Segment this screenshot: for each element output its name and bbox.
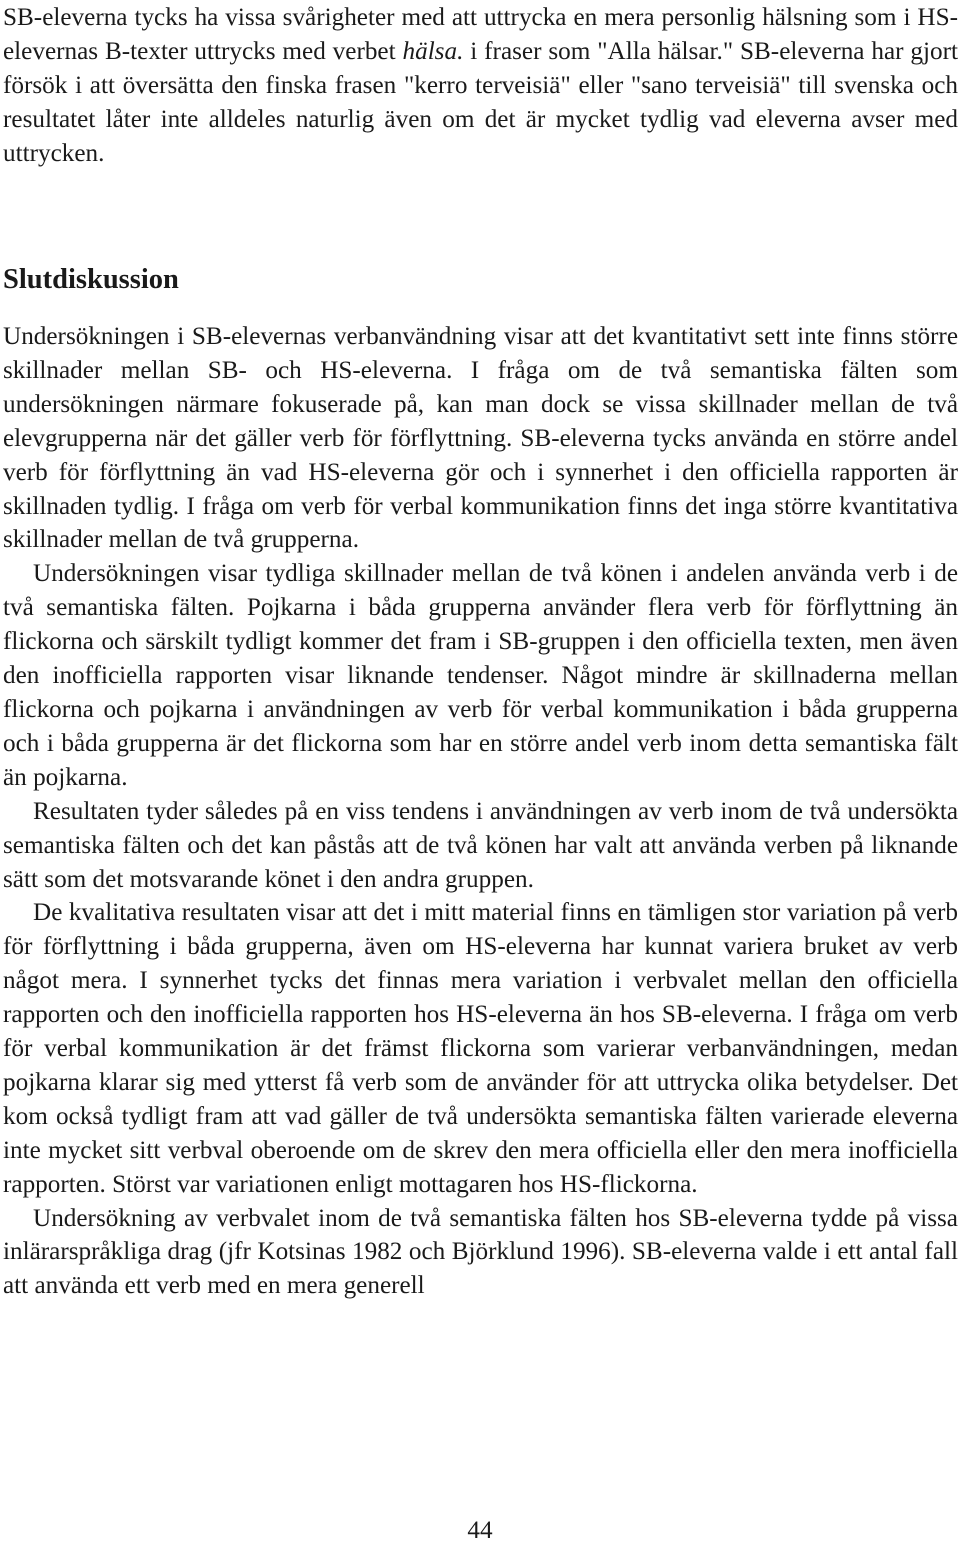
body-paragraph-1: Undersökningen i SB-elevernas verbanvändning visar att det kvantitativt sett inte finns större skillnader mellan SB- och HS-eleverna. I fråga om de två semantiska fälten som undersökningen närmare fokuserade på, kan man dock se vissa skillnader mellan de två elevgrupperna när det gäller verb för förflyttning. SB-eleverna tycks använda en större andel verb för förflyttning än vad HS-eleverna gör och i synnerhet i den officiella rapporten är skillnaden tydlig. I fråga om verb för verbal kommunikation finns det inga större kvantitativa skillnader mellan de två grupperna. <box>3 323 958 554</box>
body-paragraph-3: Resultaten tyder således på en viss tendens i användningen av verb inom de två undersökta semantiska fälten och det kan påstås att de två könen har valt att använda verben på liknande sätt som det motsvarande könet i den andra gruppen. <box>3 797 958 893</box>
intro-text-part2: i fraser som "Alla hälsar." SB-eleverna har gjort försök i att översätta den finska frasen "kerro terveisiä" eller "sano terveisiä" till svenska och resultatet låter inte alldeles naturlig även om det är mycket tydlig vad eleverna avser med uttrycken. <box>3 37 958 167</box>
body-paragraph-5: Undersökning av verbvalet inom de två semantiska fälten hos SB-eleverna tydde på vissa inlärarspråkliga drag (jfr Kotsinas 1982 och Björklund 1996). SB-eleverna valde i ett antal fall att använda ett verb med en mera generell <box>3 1204 958 1300</box>
discussion-body <box>3 320 958 1303</box>
intro-text-part1: SB-eleverna tycks ha vissa svårigheter med att uttrycka en mera personlig hälsning som i HS-elevernas B-texter uttrycks med verbet <box>3 4 958 65</box>
intro-italic-word: hälsa. <box>402 37 464 65</box>
page-number: 44 <box>467 1517 493 1544</box>
section-heading: Slutdiskussion <box>3 264 179 295</box>
intro-paragraph <box>3 1 958 171</box>
body-paragraph-2: Undersökningen visar tydliga skillnader mellan de två könen i andelen använda verb i de två semantiska fälten. Pojkarna i båda grupperna använder flera verb för förflyttning än flickorna och särskilt tydligt kommer det fram i SB-gruppen i den officiella texten, men även den inofficiella rapporten visar liknande tendenser. Något mindre är skillnaderna mellan flickorna och pojkarna i användningen av verb för verbal kommunikation i båda grupperna och i båda grupperna är det flickorna som har en större andel verb inom detta semantiska fält än pojkarna. <box>3 560 958 791</box>
intro-paragraph-block <box>3 1 958 171</box>
body-paragraph-4: De kvalitativa resultaten visar att det i mitt material finns en tämligen stor variation på verb för förflyttning i båda grupperna, även om HS-eleverna har kunnat variera bruket av verb något mera. I synnerhet tycks det finnas mera variation i verbvalet mellan den officiella rapporten och den inofficiella rapporten hos HS-eleverna än hos SB-eleverna. I fråga om verb för verbal kommunikation är det främst flickorna som varierar verbanvändningen, medan pojkarna klarar sig med ytterst få verb som de använder för att uttrycka olika betydelser. Det kom också tydligt fram att vad gäller de två undersökta semantiska fälten varierade eleverna inte mycket sitt verbval oberoende om de skrev den mera officiella eller den mera inofficiella rapporten. Störst var variationen enligt mottagaren hos HS-flickorna. <box>3 899 958 1198</box>
